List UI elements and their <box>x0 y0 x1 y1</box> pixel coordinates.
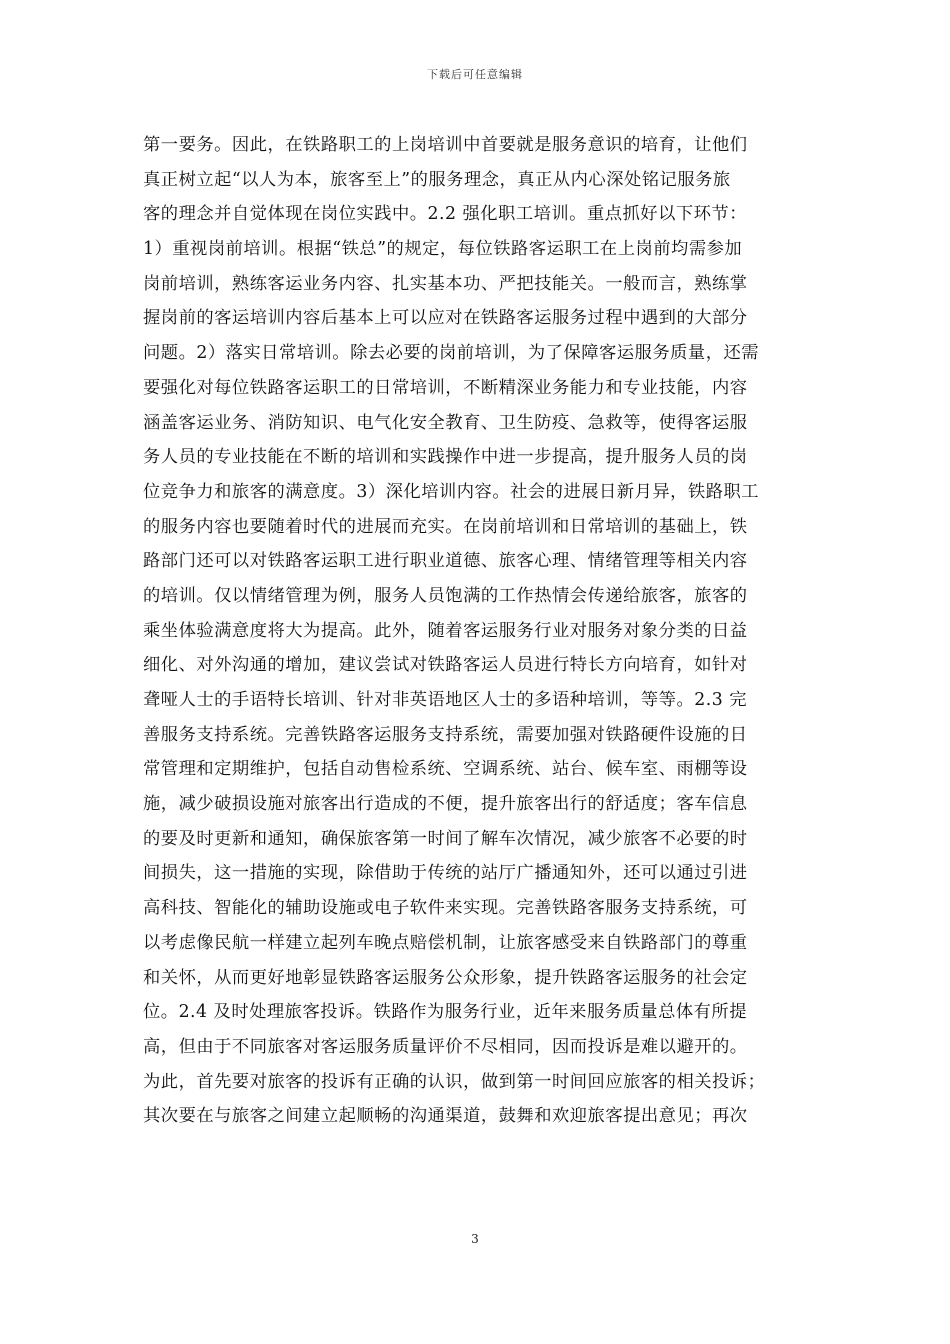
text-line: 握岗前的客运培训内容后基本上可以应对在铁路客运服务过程中遇到的大部分 <box>143 308 748 329</box>
text-line: 位竞争力和旅客的满意度。3）深化培训内容。社会的进展日新月异，铁路职工 <box>143 481 760 502</box>
text-line: 善服务支持系统。完善铁路客运服务支持系统，需要加强对铁路硬件设施的日 <box>143 724 748 745</box>
text-line: 的培训。仅以情绪管理为例，服务人员饱满的工作热情会传递给旅客，旅客的 <box>143 585 748 606</box>
text-line: 真正树立起“以人为本，旅客至上”的服务理念，真正从内心深处铭记服务旅 <box>143 169 731 190</box>
text-line: 高，但由于不同旅客对客运服务质量评价不尽相同，因而投诉是难以避开的。 <box>143 1036 748 1057</box>
page-number: 3 <box>471 1232 479 1246</box>
text-line: 乘坐体验满意度将大为提高。此外，随着客运服务行业对服务对象分类的日益 <box>143 620 748 641</box>
text-line: 问题。2）落实日常培训。除去必要的岗前培训，为了保障客运服务质量，还需 <box>143 343 760 364</box>
text-line: 的要及时更新和通知，确保旅客第一时间了解车次情况，减少旅客不必要的时 <box>143 828 748 849</box>
text-line: 务人员的专业技能在不断的培训和实践操作中进一步提高，提升服务人员的岗 <box>143 447 748 468</box>
text-line: 要强化对每位铁路客运职工的日常培训，不断精深业务能力和专业技能，内容 <box>143 377 748 398</box>
page-header: 下载后可任意编辑 <box>427 68 523 81</box>
text-line: 常管理和定期维护，包括自动售检系统、空调系统、站台、候车室、雨棚等设 <box>143 759 748 780</box>
text-line: 间损失，这一措施的实现，除借助于传统的站厅广播通知外，还可以通过引进 <box>143 863 748 884</box>
text-line: 施，减少破损设施对旅客出行造成的不便，提升旅客出行的舒适度；客车信息 <box>143 794 748 815</box>
text-line: 高科技、智能化的辅助设施或电子软件来实现。完善铁路客服务支持系统，可 <box>143 898 748 919</box>
body-text <box>143 128 809 1134</box>
text-line: 和关怀，从而更好地彰显铁路客运服务公众形象，提升铁路客运服务的社会定 <box>143 967 748 988</box>
text-line: 细化、对外沟通的增加，建议尝试对铁路客运人员进行特长方向培育，如针对 <box>143 655 748 676</box>
text-line: 位。2.4 及时处理旅客投诉。铁路作为服务行业，近年来服务质量总体有所提 <box>143 1002 747 1023</box>
text-line: 第一要务。因此，在铁路职工的上岗培训中首要就是服务意识的培育，让他们 <box>143 135 748 155</box>
text-line: 岗前培训，熟练客运业务内容、扎实基本功、严把技能关。一般而言，熟练掌 <box>143 273 748 294</box>
text-line: 涵盖客运业务、消防知识、电气化安全教育、卫生防疫、急救等，使得客运服 <box>143 412 748 433</box>
text-line: 以考虑像民航一样建立起列车晚点赔偿机制，让旅客感受来自铁路部门的尊重 <box>143 932 748 953</box>
text-line: 客的理念并自觉体现在岗位实践中。2.2 强化职工培训。重点抓好以下环节： <box>143 204 747 225</box>
text-line: 1）重视岗前培训。根据“铁总”的规定，每位铁路客运职工在上岗前均需参加 <box>143 239 743 260</box>
text-line: 其次要在与旅客之间建立起顺畅的沟通渠道，鼓舞和欢迎旅客提出意见；再次 <box>143 1106 748 1127</box>
text-line: 的服务内容也要随着时代的进展而充实。在岗前培训和日常培训的基础上，铁 <box>143 516 748 537</box>
text-line: 聋哑人士的手语特长培训、针对非英语地区人士的多语种培训，等等。2.3 完 <box>143 690 747 710</box>
text-line: 为此，首先要对旅客的投诉有正确的认识，做到第一时间回应旅客的相关投诉； <box>143 1071 766 1092</box>
text-line: 路部门还可以对铁路客运职工进行职业道德、旅客心理、情绪管理等相关内容 <box>143 551 748 572</box>
